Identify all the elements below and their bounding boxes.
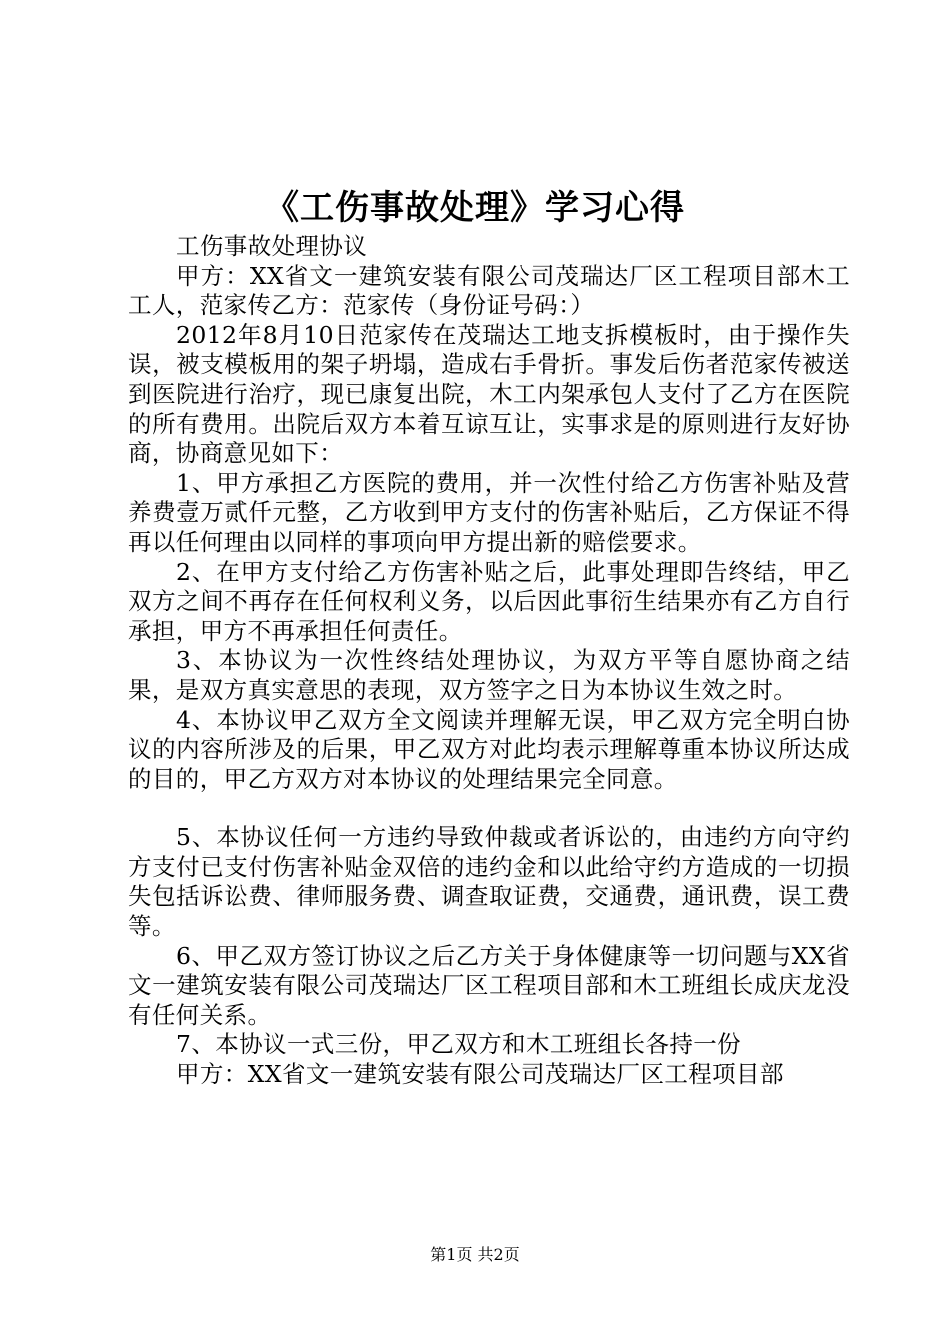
paragraph-agreement-heading: 工伤事故处理协议 [176, 232, 368, 260]
page-number-footer: 第1页 共2页 [430, 1245, 520, 1264]
paragraph-clause-3: 3、本协议为一次性终结处理协议，为双方平等自愿协商之结果，是双方真实意思的表现，双方签字之日为本协议生效之时。 [128, 646, 850, 704]
paragraph-clause-6: 6、甲乙双方签订协议之后乙方关于身体健康等一切问题与XX省文一建筑安装有限公司茂瑞达厂区工程项目部和木工班组长成庆龙没有任何关系。 [128, 941, 850, 1029]
paragraph-party-a-signature: 甲方：XX省文一建筑安装有限公司茂瑞达厂区工程项目部 [176, 1060, 784, 1089]
paragraph-clause-4: 4、本协议甲乙双方全文阅读并理解无误，甲乙双方完全明白协议的内容所涉及的后果，甲乙双方对此均表示理解尊重本协议所达成的目的，甲乙方双方对本协议的处理结果完全同意。 [128, 705, 850, 793]
paragraph-clause-5: 5、本协议任何一方违约导致仲裁或者诉讼的，由违约方向守约方支付已支付伤害补贴金双倍的违约金和以此给守约方造成的一切损失包括诉讼费、律师服务费、调查取证费，交通费，通讯费，误工费等。 [128, 823, 850, 941]
paragraph-parties: 甲方：XX省文一建筑安装有限公司茂瑞达厂区工程项目部木工工人，范家传乙方：范家传（身份证号码：） [128, 261, 850, 320]
paragraph-clause-1: 1、甲方承担乙方医院的费用，并一次性付给乙方伤害补贴及营养费壹万贰仟元整，乙方收到甲方支付的伤害补贴后，乙方保证不得再以任何理由以同样的事项向甲方提出新的赔偿要求。 [128, 468, 850, 556]
paragraph-clause-2: 2、在甲方支付给乙方伤害补贴之后，此事处理即告终结，甲乙双方之间不再存在任何权利义务，以后因此事衍生结果亦有乙方自行承担，甲方不再承担任何责任。 [128, 557, 850, 645]
document-title: 《工伤事故处理》学习心得 [265, 188, 685, 228]
document-body [128, 232, 850, 1090]
paragraph-clause-7: 7、本协议一式三份，甲乙双方和木工班组长各持一份 [176, 1030, 742, 1059]
paragraph-incident: 2012年8月10日范家传在茂瑞达工地支拆模板时，由于操作失误，被支模板用的架子坍塌，造成右手骨折。事发后伤者范家传被送到医院进行治疗，现已康复出院，木工内架承包人支付了乙方在医院的所有费用。出院后双方本着互谅互让，实事求是的原则进行友好协商，协商意见如下： [128, 320, 850, 468]
